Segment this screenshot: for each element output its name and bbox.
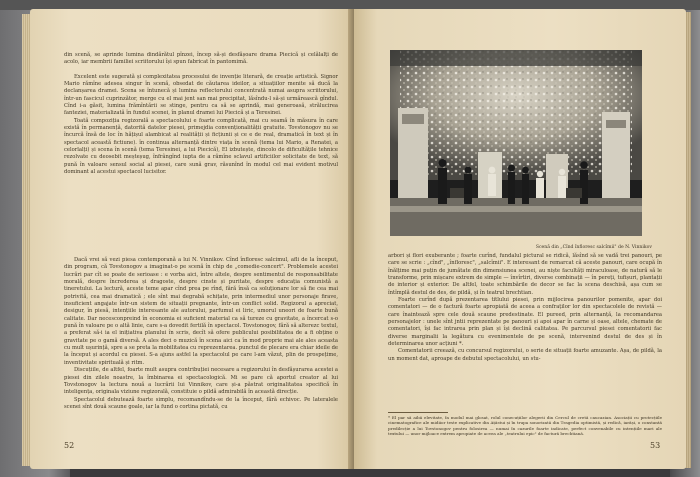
- page-number-right: 53: [650, 441, 661, 450]
- footnote-rule: [388, 412, 448, 413]
- photo-caption: Scenă din „Cînd înfloresc salcîmii" de N. Vinnikov: [535, 245, 652, 250]
- paragraph: Comentatorii creează, cu concursul regizorului, o serie de situații foarte amuzante. Așa, de pildă, la un moment dat, aproape de debutul spectacolului, un stu-: [388, 348, 662, 362]
- footnote: * El par să aibă elevitate, în modul mai glosat, rolul conecuțiilor alegerii din Cercul de cretă caucazian. Asociații cu protecțiile cinematografice ale midiior teste explicative din Ațăstui și în trupa sonorizată din Tragedia optimistă, și redicâ, iarăși, o constantă predilecție a lui Tovstonogov pentru folosirea — numai în cazurile foarte indicate, perfect convenabile cu intențiile mari ale textului — unor mijloace extrem apropiate de aceea ale „teatrului epic" de factură brechtiană.: [388, 415, 662, 437]
- stage-photo: [390, 50, 642, 236]
- right-text: [388, 253, 662, 363]
- paragraph: Spectacolul debutează foarte simplu, recomandîndu-se de la început, fără echivoc. Pe lateralele scenei sînt două scaune goale, iar la fund o cortina pictată, cu: [64, 396, 338, 410]
- paragraph: Excelent este sugerată și complexitatea procesului de invenție literară, de creație artistică. Signor Mario rămîne adesea singur în scenă, obsedat de căutarea ideilor, a situațiilor menite să ducă la declanșarea dramei. Scena se întunecă și lumina reflectorului concentrată numai asupra scriitorului, într-un fascicul cuprinzător, merge cu el mai jent san mai precipitat, lăsîndu-l să-și urmărească gîndul. Cînd i-a găsit, lumina frămîntării se stinge, pentru ca să se aprindă, mai generoasă, strălucirea fanteziei, materializată în fundul scenei, în planul dramei lui Piecică și a Teresinei.: [64, 73, 338, 117]
- paragraph: din scenă, se aprinde lumina dindărătul pînzei, încep să-și desfășoare drama Piecică și celălalți de acolo, iar membrii familiei scriitorului își spun fabricat în pantomimă.: [64, 52, 338, 66]
- left-text-top: [64, 52, 338, 177]
- paragraph: Foarte curînd după prezentarea titlului piesei, prin mijlocirea panourilor pomenite, apar doi comentatori — de o factură foarte apropiată de aceea a confraților lor din spectacolele de revistă — care înaintează spre cele două scaune predestinate. El pureed, prin alternanță, la recomandarea personajelor : unele sînt jntii reprezentate pe panouri și apoi apar în carne și oase, altele, chemate de comentatori, își fac intrarea prin plan și își declină calitatea. Pe parcursul piesei comentatorii fac diverse marginalii la legătura cu evenimentele de pe scenă, intervenind destul de des și în determinarea unor acțiuni *.: [388, 297, 662, 348]
- paragraph: Toată compoziția regizorală a spectacolului e foarte complicată, mai cu seamă în măsura în care există în permanență, datorită datelor piesei, primejdia convenționalității gratuite. Tovstonogov nu se încurcă însă de loc în hățișul alambicat al realității și ficțiunii și ce e de real, dramatică în text și în spectacol această fictiune). în continua alternanță dintre viața în scenă (tema lui Mario, a Renatei, a celorlalți) și scena în scenă (tema Teresinei, a lui Piecică), El izbutește, dincolo de dificultățile tehnice rezolvate cu deosebit meșteșug, înfrângînd iupta de a rămîne sclavul artificiilor solicitate de text, să pună în valoare sensul social al piesei, care sună grav, răsunînd în modul cel mai evident motivul dominant al acestui spectacol lucisitor.: [64, 117, 338, 176]
- left-text-bottom: [64, 257, 338, 411]
- left-page: [30, 9, 356, 469]
- page-number-left: 52: [64, 441, 75, 450]
- paragraph: arbori și flori exuberante ; foarte curînd, fundalul pictural se ridică, lăsînd să se vadă trei panouri, pe care se scrie : „cînd", „înfloresc", „salcîmii". E interesant de remarcat că aceste panouri, care ocupă în înălțime mai puțin de jumătate din dimensiunea scenei, au niște facultăți miraculoase, de natură să le transforme, prin mișcare extrem de simple — învîrtiri, diverse combinații — în pereți, tufișuri, plantații de interior și exterior. De altfel, toate schimbările de decor se fac la scena deschisă, așa cum se întîmplă destul de des, de pildă, și în teatrul brechtian.: [388, 253, 662, 296]
- stage-photo-image: [390, 50, 642, 236]
- paragraph: Discuțiile, de altfel, foarte mult asupra contribuției necesare a regizorului în desfășurarea acestei a piesei din zilele noastre, la îmbinarea ei spectacologică. Mi se pare că aportul creator al lui Tovstonogov la lectura nouă a lucrării lui Vinnikov, care și-a păstrat originalitatea specifică în inteligența, originala viziune regizorală, constituie o pildă admirabilă în această direcție.: [64, 367, 338, 396]
- paragraph: Dacă vrei să vezi piesa contemporană a lui N. Vinnikov. Cînd înfloresc salcimul, afli de la început, din program, că Tovstonogov a imaginat-o pe scenă în chip de „comedie-concert". Problemele acestei lucrări par cît se poate de serioase : e vorba aici, între altele, despre sentimentul de responsabilitate morală, despre încrederea și dragoste, despre cinste și puritate, despre educația comunistă a tineretului. La lectură, aceste teme apar cînd prea pe rînd, fără însă ca soluționare lor să fie cea mai potrivită, cea mai dramatică ; ele sînt mai degrabă schițate, prin intermediul unor personaje firave, insuficient angajate într-un sistem de situații pregnante, într-un conflict solid. Regizorul a apreciat, desigur, în piesă, intențiile interesante ale autorului, parfumul ei liric, umorul uneori de foarte bună calitate. Dar necesconpreind în economia ei suficient material ca să tureze cu gravitate, a încercat s-o pună în valoare pe o altă linie, care s-a dovedit fertilă în spectacol. Tovstonogov, fără să alterezc textul, a preferat să-i ia el inițiativa planului în scris, decît să ofere publicului posibilitatea de a fi obține o gravitate pe o gamă diversă. A ales deci o muzică în scena aici ca în mod proprie mai ale ales aceasta cu mult ușurință, spre a se preta la mobilitatea cu reprezentarea. punctul de plecare era chiar ideile de la început și acordul cu piesei. S-a ajuns astfel la spectacolul pe care l-am văzut, plin de prospețime, inventivitate spirituală și ritm.: [64, 257, 338, 366]
- right-page: [354, 9, 686, 469]
